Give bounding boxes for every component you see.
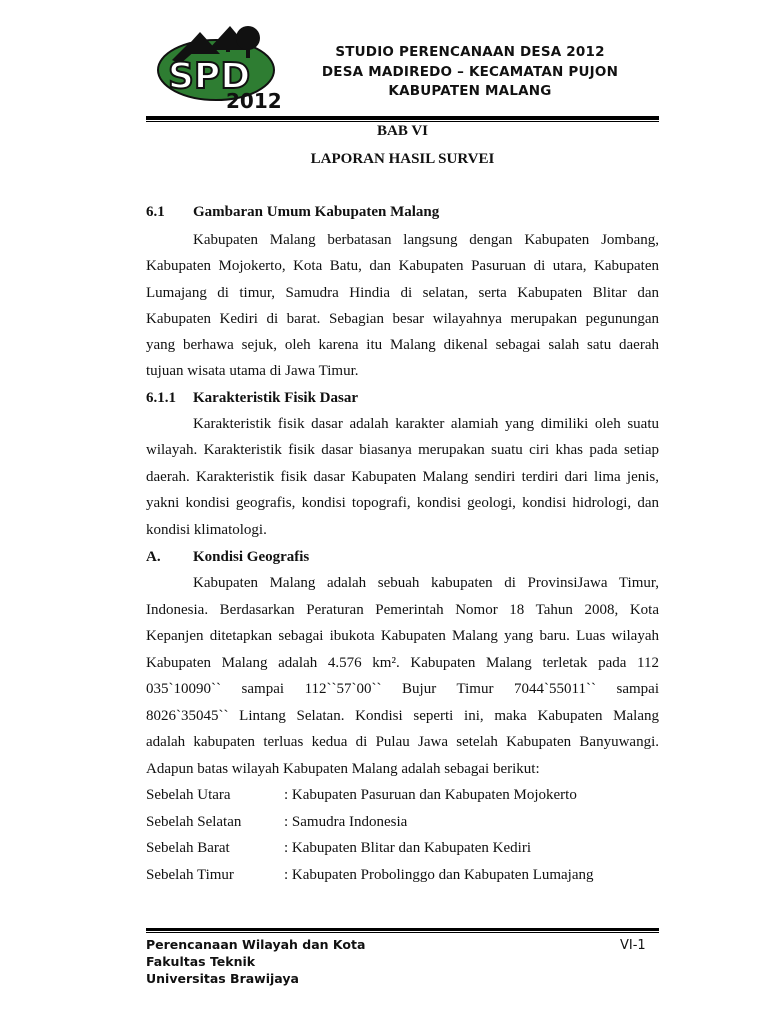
- chapter-title: LAPORAN HASIL SURVEI: [310, 151, 495, 167]
- section-6-1-number: 6.1: [146, 204, 165, 220]
- footer-rule-thick: [146, 928, 659, 931]
- para-6-1-1-line-last: kondisi klimatologi.: [146, 522, 267, 538]
- section-6-1-1-title: Karakteristik Fisik Dasar: [193, 390, 358, 406]
- para-a-line: Kabupaten Malang adalah sebuah kabupaten di ProvinsiJawa Timur,: [193, 575, 659, 591]
- para-6-1-1-line: yakni kondisi geografis, kondisi topografi, kondisi geologi, kondisi hidrologi, dan: [146, 495, 659, 511]
- para-6-1-1-line: wilayah. Karakteristik fisik dasar biasanya merupakan suatu ciri khas pada setiap: [146, 442, 659, 458]
- border-label: Sebelah Timur: [146, 867, 234, 883]
- header-line-1: STUDIO PERENCANAAN DESA 2012: [335, 44, 605, 60]
- footer-line-3: Universitas Brawijaya: [146, 971, 299, 986]
- para-a-line: Kepanjen ditetapkan sebagai ibukota Kabupaten Malang yang baru. Luas wilayah: [146, 628, 659, 644]
- para-a-line: adalah kabupaten terluas kedua di Pulau Jawa setelah Kabupaten Banyuwangi.: [146, 734, 659, 750]
- para-a-line: Kabupaten Malang adalah 4.576 km². Kabupaten Malang terletak pada 112: [146, 655, 659, 671]
- section-a-number: A.: [146, 549, 161, 565]
- para-6-1-line-last: tujuan wisata utama di Jawa Timur.: [146, 363, 359, 379]
- para-6-1-line: Kabupaten Mojokerto, Kota Batu, dan Kabupaten Pasuruan di utara, Kabupaten: [146, 258, 659, 274]
- section-6-1-title: Gambaran Umum Kabupaten Malang: [193, 204, 440, 220]
- para-a-line: 8026`35045`` Lintang Selatan. Kondisi seperti ini, maka Kabupaten Malang: [146, 708, 659, 724]
- footer-rule-thin: [146, 932, 659, 933]
- border-value: : Kabupaten Probolinggo dan Kabupaten Lumajang: [284, 867, 594, 883]
- header-line-3: KABUPATEN MALANG: [388, 83, 552, 99]
- border-value: : Kabupaten Pasuruan dan Kabupaten Mojokerto: [284, 787, 577, 803]
- para-a-line: 035`10090`` sampai 112``57`00`` Bujur Timur 7044`55011`` sampai: [146, 681, 659, 697]
- section-a-title: Kondisi Geografis: [193, 549, 310, 565]
- footer-line-1: Perencanaan Wilayah dan Kota: [146, 937, 366, 952]
- page-number: VI-1: [620, 938, 646, 953]
- border-label: Sebelah Selatan: [146, 814, 242, 830]
- border-label: Sebelah Barat: [146, 840, 230, 856]
- header-line-2: DESA MADIREDO – KECAMATAN PUJON: [321, 64, 619, 80]
- logo-text: SPD: [168, 56, 251, 97]
- section-6-1-1-number: 6.1.1: [146, 390, 176, 406]
- border-label: Sebelah Utara: [146, 787, 231, 803]
- border-value: : Samudra Indonesia: [284, 814, 408, 830]
- para-6-1-line: Lumajang di timur, Samudra Hindia di selatan, serta Kabupaten Blitar dan: [146, 285, 659, 301]
- logo-year: 2012: [226, 89, 282, 113]
- spd-2012-logo: [150, 14, 282, 114]
- para-6-1-1-line: Karakteristik fisik dasar adalah karakter alamiah yang dimiliki oleh suatu: [193, 416, 659, 432]
- para-a-line-last: Adapun batas wilayah Kabupaten Malang adalah sebagai berikut:: [146, 761, 540, 777]
- para-6-1-1-line: daerah. Karakteristik fisik dasar Kabupaten Malang sendiri terdiri dari lima jenis,: [146, 469, 659, 485]
- para-6-1-line: Kabupaten Malang berbatasan langsung dengan Kabupaten Jombang,: [193, 232, 659, 248]
- para-6-1-line: yang berhawa sejuk, oleh karena itu Malang dikenal sebagai salah satu daerah: [146, 337, 659, 353]
- border-value: : Kabupaten Blitar dan Kabupaten Kediri: [284, 840, 532, 856]
- chapter-number: BAB VI: [377, 123, 428, 139]
- para-6-1-line: Kabupaten Kediri di barat. Sebagian besar wilayahnya merupakan pegunungan: [146, 311, 659, 327]
- header-rule-thick: [146, 116, 659, 120]
- para-a-line: Indonesia. Berdasarkan Peraturan Pemerintah Nomor 18 Tahun 2008, Kota: [146, 602, 659, 618]
- footer-line-2: Fakultas Teknik: [146, 954, 256, 969]
